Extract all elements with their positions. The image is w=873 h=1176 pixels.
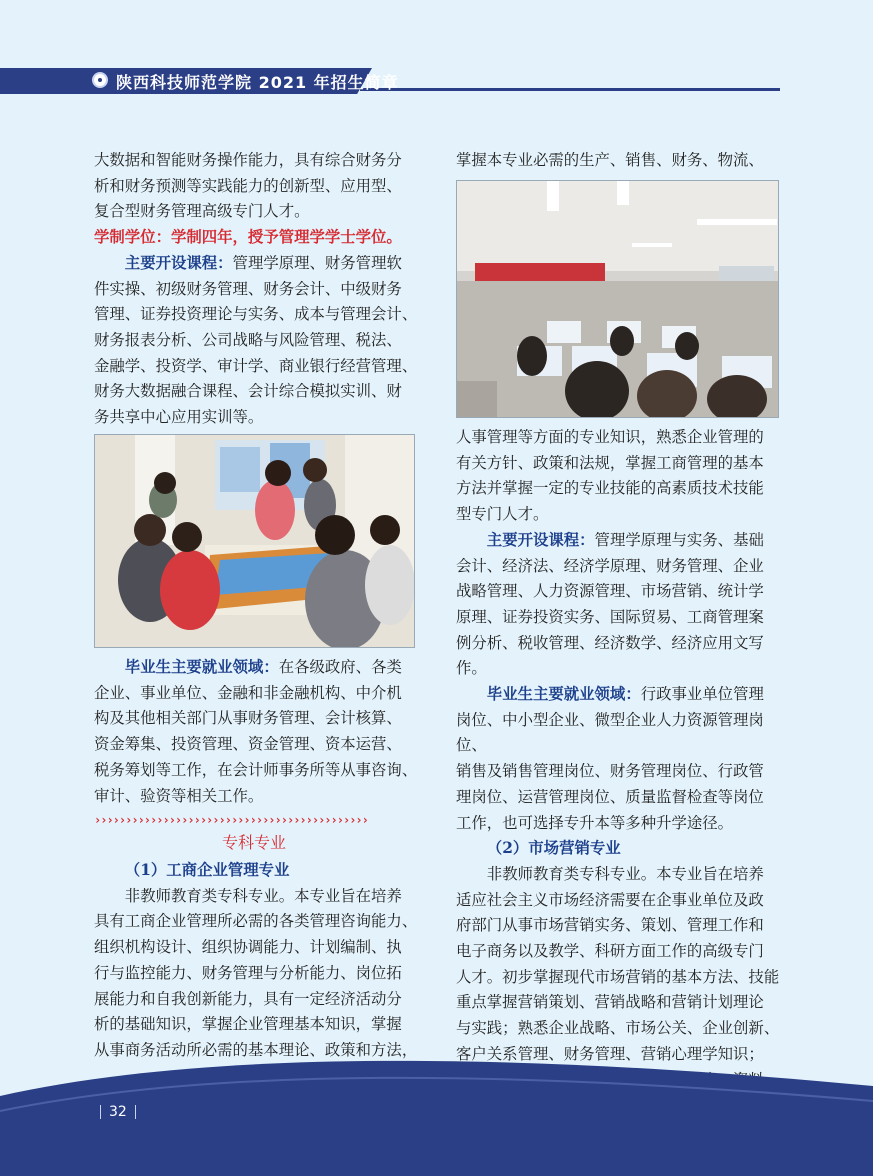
courses-line: 管理、证券投资理论与实务、成本与管理会计、 (94, 305, 418, 324)
major2-line: 与实践；熟悉企业战略、市场公关、企业创新、 (456, 1019, 780, 1038)
courses-line: 财务报表分析、公司战略与风险管理、税法、 (94, 330, 402, 349)
employment-line: 企业、事业单位、金融和非金融机构、中介机 (94, 683, 402, 702)
major1-line: 组织机构设计、组织协调能力、计划编制、执 (94, 938, 402, 957)
employment-text: 在各级政府、各类 (278, 658, 402, 676)
students-board-game-photo (94, 434, 415, 648)
cont-line: 人事管理等方面的专业知识，熟悉企业管理的 (456, 428, 764, 446)
employment-label: 毕业生主要就业领域： (486, 685, 641, 704)
major2-line: 非教师教育类专科专业。本专业旨在培养 (486, 864, 764, 883)
courses-line: 金融学、投资学、审计学、商业银行经营管理、 (94, 356, 418, 375)
employment-line: 销售及销售管理岗位、财务管理岗位、行政管 (456, 762, 764, 781)
left-top-text (94, 148, 424, 431)
courses-line: 务共享中心应用实训等。 (94, 408, 264, 427)
page-header (0, 68, 780, 94)
courses-label: 主要开设课程： (486, 530, 595, 549)
photo-illustration (457, 181, 779, 418)
courses-line: 战略管理、人力资源管理、市场营销、统计学 (456, 582, 764, 601)
employment-label: 毕业生主要就业领域： (124, 658, 279, 676)
cont-line: 有关方针、政策和法规，掌握工商管理的基本 (456, 453, 764, 472)
cont-line: 型专门人才。 (456, 505, 549, 524)
courses-label: 主要开设课程： (124, 253, 233, 272)
employment-line: 税务筹划等工作，在会计师事务所等从事咨询、 (94, 760, 418, 779)
intro-line: 大数据和智能财务操作能力，具有综合财务分 (94, 151, 402, 169)
employment-line: 岗位、中小型企业、微型企业人力资源管理岗位、 (456, 710, 764, 755)
courses-line: 会计、经济法、经济学原理、财务管理、企业 (456, 556, 764, 575)
major2-line: 人才。初步掌握现代市场营销的基本方法、技能 (456, 967, 780, 986)
major2-line: 府部门从事市场营销实务、策划、管理工作和 (456, 916, 764, 935)
courses-text: 管理学原理与实务、基础 (594, 530, 764, 549)
employment-line: 工作，也可选择专升本等多种升学途径。 (456, 813, 734, 832)
courses-line: 原理、证券投资实务、国际贸易、工商管理案 (456, 607, 764, 626)
major2-line: 电子商务以及教学、科研方面工作的高级专门 (456, 942, 764, 961)
employment-line (94, 655, 424, 681)
major1-line: 展能力和自我创新能力，具有一定经济活动分 (94, 989, 402, 1008)
courses-line (94, 251, 424, 277)
computer-lab-photo (456, 180, 779, 418)
major2-line: 重点掌握营销策划、营销战略和营销计划理论 (456, 993, 764, 1012)
employment-text: 行政事业单位管理 (640, 685, 764, 704)
section-divider: ›››››››››››››››››››››››››››››››››››››››››››› (94, 813, 368, 827)
right-top-line: 掌握本专业必需的生产、销售、财务、物流、 (456, 151, 764, 169)
page-number (92, 1104, 144, 1120)
courses-line (456, 528, 786, 554)
employment-line (456, 682, 786, 708)
major2-line: 适应社会主义市场经济需要在企事业单位及政 (456, 890, 764, 909)
major2-line: 客户关系管理、财务管理、营销心理学知识； (456, 1044, 764, 1063)
major1-line: 具有工商企业管理所必需的各类管理咨询能力、 (94, 912, 418, 931)
major1-title: （1）工商企业管理专业 (124, 861, 290, 879)
major1-block (94, 858, 424, 1064)
employment-line: 理岗位、运营管理岗位、质量监督检查等岗位 (456, 787, 764, 806)
left-employment-text (94, 655, 424, 809)
page-number-text: 32 (109, 1104, 127, 1120)
major1-line: 行与监控能力、财务管理与分析能力、岗位拓 (94, 963, 402, 982)
courses-line: 例分析、税收管理、经济数学、经济应用文写作。 (456, 633, 764, 678)
courses-line: 件实操、初级财务管理、财务会计、中级财务 (94, 279, 402, 298)
employment-line: 审计、验资等相关工作。 (94, 786, 264, 805)
intro-line: 析和财务预测等实践能力的创新型、应用型、 (94, 176, 402, 195)
intro-line: 复合型财务管理高级专门人才。 (94, 202, 310, 221)
major1-line: 析的基础知识，掌握企业管理基本知识，掌握 (94, 1015, 402, 1034)
right-cont-text (456, 425, 786, 1119)
degree-info: 学制学位：学制四年，授予管理学学士学位。 (94, 228, 402, 247)
header-title: 陕西科技师范学院 2021 年招生简章 (116, 73, 399, 92)
header-rule (360, 88, 780, 91)
major2-title: （2）市场营销专业 (486, 839, 621, 858)
right-top-text (456, 148, 786, 174)
courses-text: 管理学原理、财务管理软 (232, 253, 402, 272)
major1-line: 非教师教育类专科专业。本专业旨在培养 (124, 886, 402, 905)
employment-line: 构及其他相关部门从事财务管理、会计核算、 (94, 709, 402, 728)
school-emblem-icon (92, 72, 108, 88)
cont-line: 方法并掌握一定的专业技能的高素质技术技能 (456, 479, 764, 498)
courses-line: 财务大数据融合课程、会计综合模拟实训、财 (94, 382, 402, 401)
employment-line: 资金筹集、投资管理、资金管理、资本运营、 (94, 735, 402, 754)
section-title: 专科专业 (221, 833, 286, 852)
photo-illustration (95, 435, 415, 648)
major1-line: 从事商务活动所必需的基本理论、政策和方法， (94, 1040, 418, 1059)
